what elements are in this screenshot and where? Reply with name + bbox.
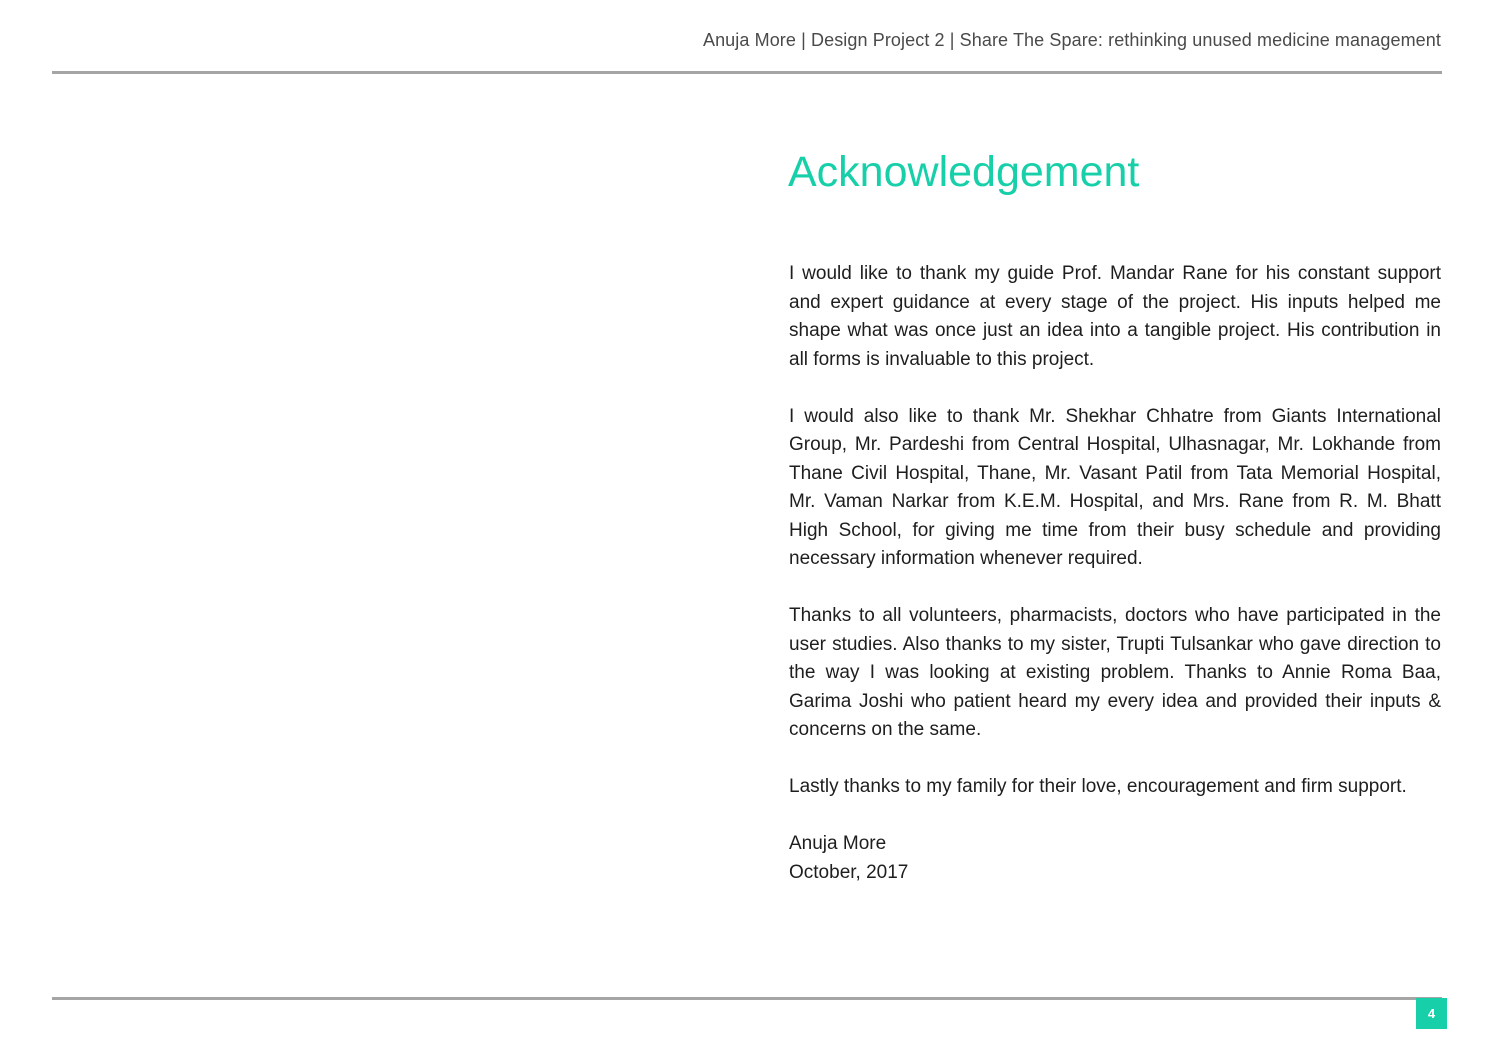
paragraph-volunteers: Thanks to all volunteers, pharmacists, doctors who have participated in the user studies. Also thanks to my sister, Trupti Tulsankar who gave direction to the way I was looking at existing problem. Thanks to Annie Roma Baa, Garima Joshi who patient heard my every idea and provided their inputs & concerns on the same. [789,605,1441,740]
paragraph-contacts: I would also like to thank Mr. Shekhar Chhatre from Giants International Group, Mr. Pardeshi from Central Hospital, Ulhasnagar, Mr. Lokhande from Thane Civil Hospital, Thane, Mr. Vasant Patil from Tata Memorial Hospital, Mr. Vaman Narkar from K.E.M. Hospital, and Mrs. Rane from R. M. Bhatt High School, for giving me time from their busy schedule and providing necessary information whenever required. [789,405,1441,569]
footer-divider [52,997,1442,1000]
page-number-badge: 4 [1416,998,1447,1029]
signature-date: October, 2017 [789,861,909,883]
acknowledgement-body [789,260,1441,887]
page-title: Acknowledgement [788,148,1140,196]
signature-block [789,830,1441,887]
running-header: Anuja More | Design Project 2 | Share The Spare: rethinking unused medicine management [702,30,1441,50]
paragraph-family: Lastly thanks to my family for their love, encouragement and firm support. [789,776,1407,797]
signature-name: Anuja More [789,833,887,854]
paragraph-guide: I would like to thank my guide Prof. Mandar Rane for his constant support and expert guidance at every stage of the project. His inputs helped me shape what was once just an idea into a tangible project. His contribution in all forms is invaluable to this project. [789,263,1441,370]
header-divider [52,71,1442,74]
